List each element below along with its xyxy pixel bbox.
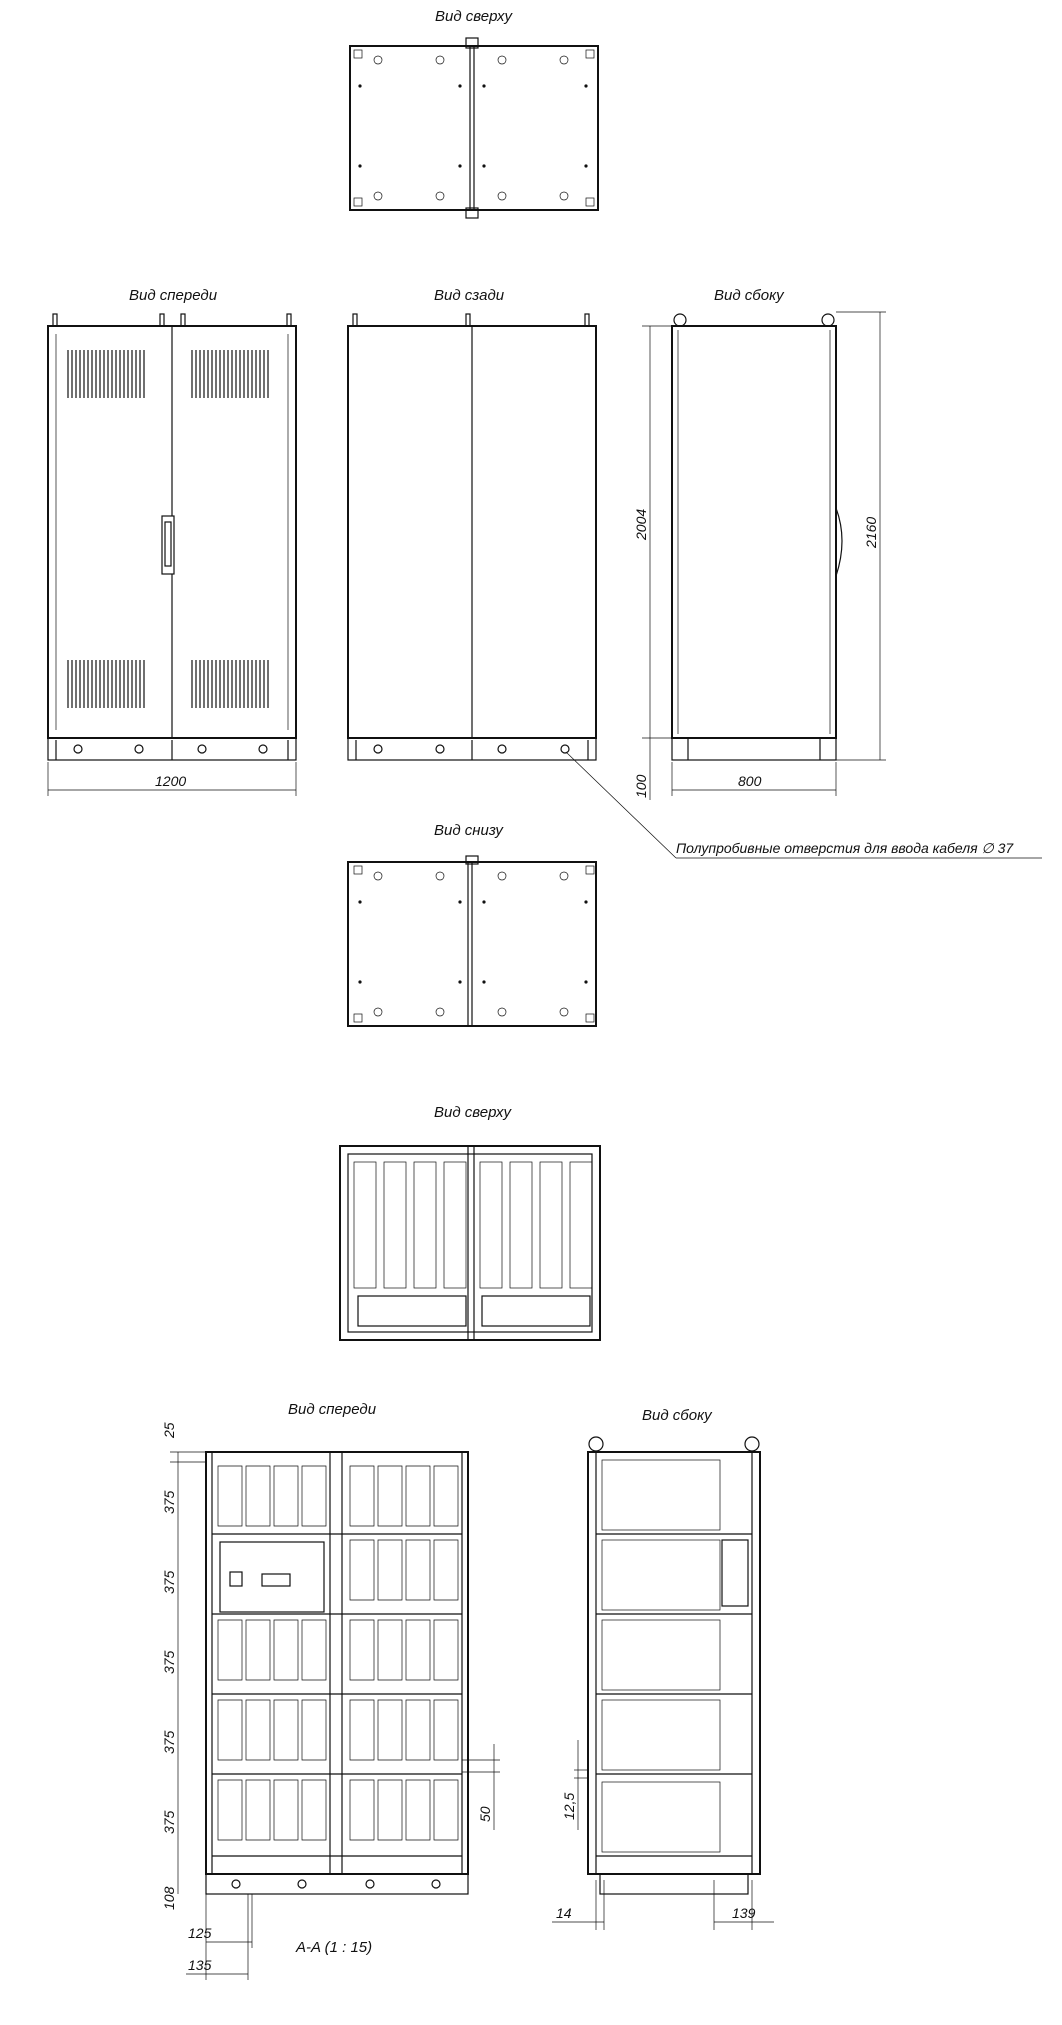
battery-block	[434, 1780, 458, 1840]
title-section-aa: A-A (1 : 15)	[296, 1939, 373, 1956]
dim-shelf-gap: 50	[477, 1806, 493, 1822]
battery-block	[246, 1466, 270, 1526]
side-view-internal	[588, 1437, 760, 1894]
mount-hole	[560, 56, 568, 64]
title-rear-view: Вид сзади	[434, 287, 505, 304]
battery-block	[350, 1780, 374, 1840]
cable-hole-callout	[566, 752, 1042, 858]
battery-block	[406, 1780, 430, 1840]
top-view-internal	[340, 1146, 600, 1340]
battery-block	[350, 1620, 374, 1680]
mount-point	[358, 980, 361, 983]
mount-hole	[374, 192, 382, 200]
dimensions-side-internal	[552, 1740, 774, 1930]
front-view-internal	[206, 1452, 468, 1894]
battery-bay	[480, 1162, 502, 1288]
corner-bracket	[586, 1014, 594, 1022]
battery-bay	[354, 1162, 376, 1288]
mount-point	[458, 900, 461, 903]
battery-block	[350, 1540, 374, 1600]
dim-top-offset: 25	[161, 1422, 177, 1438]
dim-width: 1200	[155, 773, 187, 789]
mount-hole	[498, 1008, 506, 1016]
battery-block	[302, 1780, 326, 1840]
battery-bay	[570, 1162, 592, 1288]
corner-bracket	[586, 866, 594, 874]
title-top-view-1: Вид сверху	[435, 8, 512, 25]
mount-hole	[436, 56, 444, 64]
cable-hole-note: Полупробивные отверстия для ввода кабеля ∅ 37	[676, 840, 1014, 856]
side-battery	[602, 1460, 720, 1530]
mount-hole	[436, 872, 444, 880]
title-front-view-1: Вид спереди	[129, 287, 218, 304]
battery-block	[274, 1620, 298, 1680]
title-front-view-2: Вид спереди	[288, 1401, 377, 1418]
battery-block	[246, 1780, 270, 1840]
battery-block	[434, 1620, 458, 1680]
corner-bracket	[586, 50, 594, 58]
corner-bracket	[354, 50, 362, 58]
battery-block	[218, 1620, 242, 1680]
mount-hole	[560, 1008, 568, 1016]
battery-block	[246, 1700, 270, 1760]
top-view-cabinet	[350, 38, 598, 218]
mount-hole	[498, 872, 506, 880]
battery-block	[378, 1700, 402, 1760]
side-battery	[602, 1782, 720, 1852]
side-view-cabinet	[672, 314, 842, 760]
battery-bay	[540, 1162, 562, 1288]
side-battery	[602, 1700, 720, 1770]
mount-point	[584, 900, 587, 903]
bottom-view-cabinet	[348, 856, 596, 1026]
mount-point	[458, 980, 461, 983]
battery-bay	[414, 1162, 436, 1288]
dim-shelf-pitch: 375	[161, 1730, 177, 1754]
title-side-view-1: Вид сбоку	[714, 287, 784, 304]
dim-shelf-pitch: 375	[161, 1490, 177, 1514]
dim-shelf-pitch: 375	[161, 1810, 177, 1834]
battery-block	[302, 1700, 326, 1760]
front-view-cabinet	[48, 314, 296, 760]
battery-block	[274, 1780, 298, 1840]
battery-block	[302, 1620, 326, 1680]
corner-bracket	[586, 198, 594, 206]
battery-block	[246, 1620, 270, 1680]
dim-body-height: 2004	[633, 508, 649, 540]
dim-side-right: 139	[732, 1905, 756, 1921]
mount-hole	[498, 192, 506, 200]
mount-hole	[560, 872, 568, 880]
title-top-view-2: Вид сверху	[434, 1104, 511, 1121]
battery-block	[218, 1466, 242, 1526]
mount-hole	[374, 56, 382, 64]
battery-block	[406, 1700, 430, 1760]
dim-total-height: 2160	[863, 516, 879, 548]
side-battery	[602, 1620, 720, 1690]
mount-hole	[374, 1008, 382, 1016]
battery-block	[302, 1466, 326, 1526]
mount-point	[482, 84, 485, 87]
rear-view-cabinet	[348, 314, 596, 760]
battery-block	[350, 1700, 374, 1760]
mount-point	[358, 164, 361, 167]
side-battery	[602, 1540, 720, 1610]
battery-block	[434, 1700, 458, 1760]
battery-block	[218, 1700, 242, 1760]
title-side-view-2: Вид сбоку	[642, 1407, 712, 1424]
corner-bracket	[354, 1014, 362, 1022]
battery-bay	[510, 1162, 532, 1288]
battery-bay	[384, 1162, 406, 1288]
mount-point	[584, 980, 587, 983]
battery-block	[434, 1466, 458, 1526]
dim-left-offset-1: 125	[188, 1925, 212, 1941]
mount-hole	[436, 192, 444, 200]
dim-shelf-pitch: 375	[161, 1570, 177, 1594]
mount-hole	[374, 872, 382, 880]
mount-point	[358, 84, 361, 87]
mount-point	[482, 980, 485, 983]
dim-side-gap: 12,5	[561, 1792, 577, 1820]
battery-block	[378, 1780, 402, 1840]
mount-hole	[436, 1008, 444, 1016]
dim-base: 108	[161, 1886, 177, 1910]
battery-block	[274, 1700, 298, 1760]
battery-block	[406, 1620, 430, 1680]
mount-point	[482, 900, 485, 903]
battery-block	[274, 1466, 298, 1526]
mount-point	[584, 164, 587, 167]
mount-hole	[560, 192, 568, 200]
mount-point	[358, 900, 361, 903]
corner-bracket	[354, 198, 362, 206]
dim-plinth: 100	[633, 774, 649, 798]
battery-block	[378, 1540, 402, 1600]
battery-bay	[444, 1162, 466, 1288]
corner-bracket	[354, 866, 362, 874]
dim-left-offset-2: 135	[188, 1957, 212, 1973]
battery-block	[350, 1466, 374, 1526]
battery-block	[406, 1466, 430, 1526]
mount-point	[458, 84, 461, 87]
title-bottom-view: Вид снизу	[434, 822, 503, 839]
mount-hole	[498, 56, 506, 64]
dim-side-left: 14	[556, 1905, 572, 1921]
dim-depth: 800	[738, 773, 762, 789]
mount-point	[458, 164, 461, 167]
mount-point	[584, 84, 587, 87]
battery-block	[378, 1466, 402, 1526]
dim-shelf-pitch: 375	[161, 1650, 177, 1674]
battery-block	[434, 1540, 458, 1600]
battery-block	[406, 1540, 430, 1600]
mount-point	[482, 164, 485, 167]
battery-block	[378, 1620, 402, 1680]
battery-block	[218, 1780, 242, 1840]
